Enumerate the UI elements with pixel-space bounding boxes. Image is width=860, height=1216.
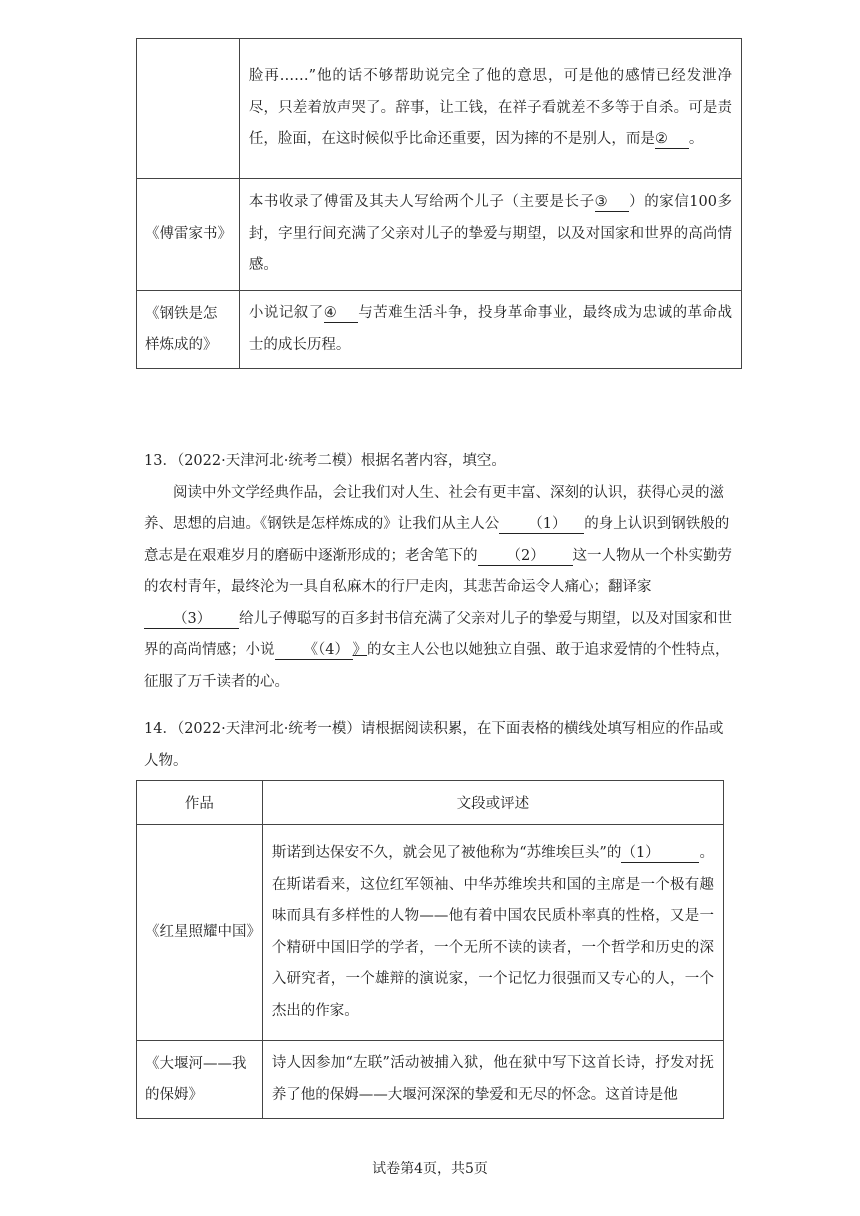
work-title: 《钢铁是怎样炼成的》 bbox=[145, 305, 218, 353]
fill-blank-2[interactable]: （2） bbox=[478, 547, 573, 566]
fill-blank[interactable]: ④ bbox=[324, 304, 358, 323]
table-content-cell: 诗人因参加“左联”活动被捕入狱，他在狱中写下这首长诗，抒发对抚养了他的保姆——大堰河深深的挚爱和无尽的怀念。这首诗是他 bbox=[262, 1041, 723, 1119]
table-label-cell bbox=[137, 825, 263, 1041]
question-13 bbox=[144, 446, 734, 698]
table-row bbox=[137, 39, 742, 179]
table-label-cell bbox=[137, 291, 240, 369]
table-label-cell bbox=[137, 39, 240, 179]
work-title: 《大堰河——我的保姆》 bbox=[145, 1055, 247, 1103]
question-14 bbox=[144, 714, 734, 777]
work-title: 《傅雷家书》 bbox=[145, 226, 232, 242]
table-label-cell bbox=[137, 1041, 263, 1119]
table-content-cell: 斯诺到达保安不久，就会见了被他称为“苏维埃巨头”的（1） 。在斯诺看来，这位红军领袖、中华苏维埃共和国的主席是一个极有趣味而具有多样性的人物——他有着中国农民质朴率真的性格，又是一个精研中国旧学的学者，一个无所不读的读者，一个哲学和历史的深入研究者，一个雄辩的演说家，一个记忆力很强而又专心的人，一个杰出的作家。 bbox=[262, 825, 723, 1041]
fill-blank-1[interactable]: （1） bbox=[621, 844, 699, 863]
work-title: 《红星照耀中国》 bbox=[145, 924, 261, 940]
question-paragraph: 阅读中外文学经典作品，会让我们对人生、社会有更丰富、深刻的认识，获得心灵的滋养、思想的启迪。《钢铁是怎样炼成的》让我们从主人公 （1） 的身上认识到钢铁般的意志是在艰难岁月的磨砺中逐渐形成的；老舍笔下的 （2） 这一人物从一个朴实勤劳的农村青年，最终沦为一具自私麻木的行尸走肉，其悲苦命运令人痛心；翻译家（3） 给儿子傅聪写的百多封书信充满了父亲对儿子的挚爱与期望，以及对国家和世界的高尚情感；小说 《（4） 》的女主人公也以她独立自强、敢于追求爱情的个性特点，征服了万千读者的心。 bbox=[144, 484, 732, 690]
question-header: 13．（2022·天津河北·统考二模）根据名著内容，填空。 bbox=[144, 453, 506, 469]
table-label-cell bbox=[137, 179, 240, 291]
fill-blank-3[interactable]: （3） bbox=[144, 610, 239, 629]
cell-text: 脸再……”他的话不够帮助说完全了他的意思，可是他的感情已经发泄净尽，只差着放声哭了。辞事，让工钱，在祥子看就差不多等于自杀。可是责任，脸面，在这时候似乎比命还重要，因为摔的不是别人，而是 bbox=[248, 68, 732, 148]
fill-blank-1[interactable]: （1） bbox=[499, 515, 584, 534]
top-table bbox=[136, 38, 742, 369]
table-content-cell: 本书收录了傅雷及其夫人写给两个儿子（主要是长子③ ）的家信100多封，字里行间充满了父亲对儿子的挚爱与期望，以及对国家和世界的高尚情感。 bbox=[239, 179, 741, 291]
fill-blank-4[interactable]: 《（4） bbox=[275, 641, 353, 660]
table-content-cell: 小说记叙了④ 与苦难生活斗争，投身革命事业，最终成为忠诚的革命战士的成长历程。 bbox=[239, 291, 741, 369]
table-row bbox=[137, 291, 742, 369]
table-header-row bbox=[137, 781, 724, 825]
table-row bbox=[137, 179, 742, 291]
table-row bbox=[137, 1041, 724, 1119]
table-row bbox=[137, 825, 724, 1041]
q14-table bbox=[136, 780, 724, 1119]
fill-blank[interactable]: ② bbox=[655, 130, 689, 149]
column-header: 作品 bbox=[137, 781, 263, 825]
fill-blank[interactable]: ③ bbox=[595, 193, 629, 212]
table-content-cell: 脸再……”他的话不够帮助说完全了他的意思，可是他的感情已经发泄净尽，只差着放声哭了。辞事，让工钱，在祥子看就差不多等于自杀。可是责任，脸面，在这时候似乎比命还重要，因为摔的不是别人，而是② 。 bbox=[239, 39, 741, 179]
column-header: 文段或评述 bbox=[262, 781, 723, 825]
question-header: 14．（2022·天津河北·统考一模）请根据阅读积累，在下面表格的横线处填写相应的作品或人物。 bbox=[144, 721, 724, 769]
page-footer: 试卷第4页，共5页 bbox=[372, 1161, 488, 1177]
